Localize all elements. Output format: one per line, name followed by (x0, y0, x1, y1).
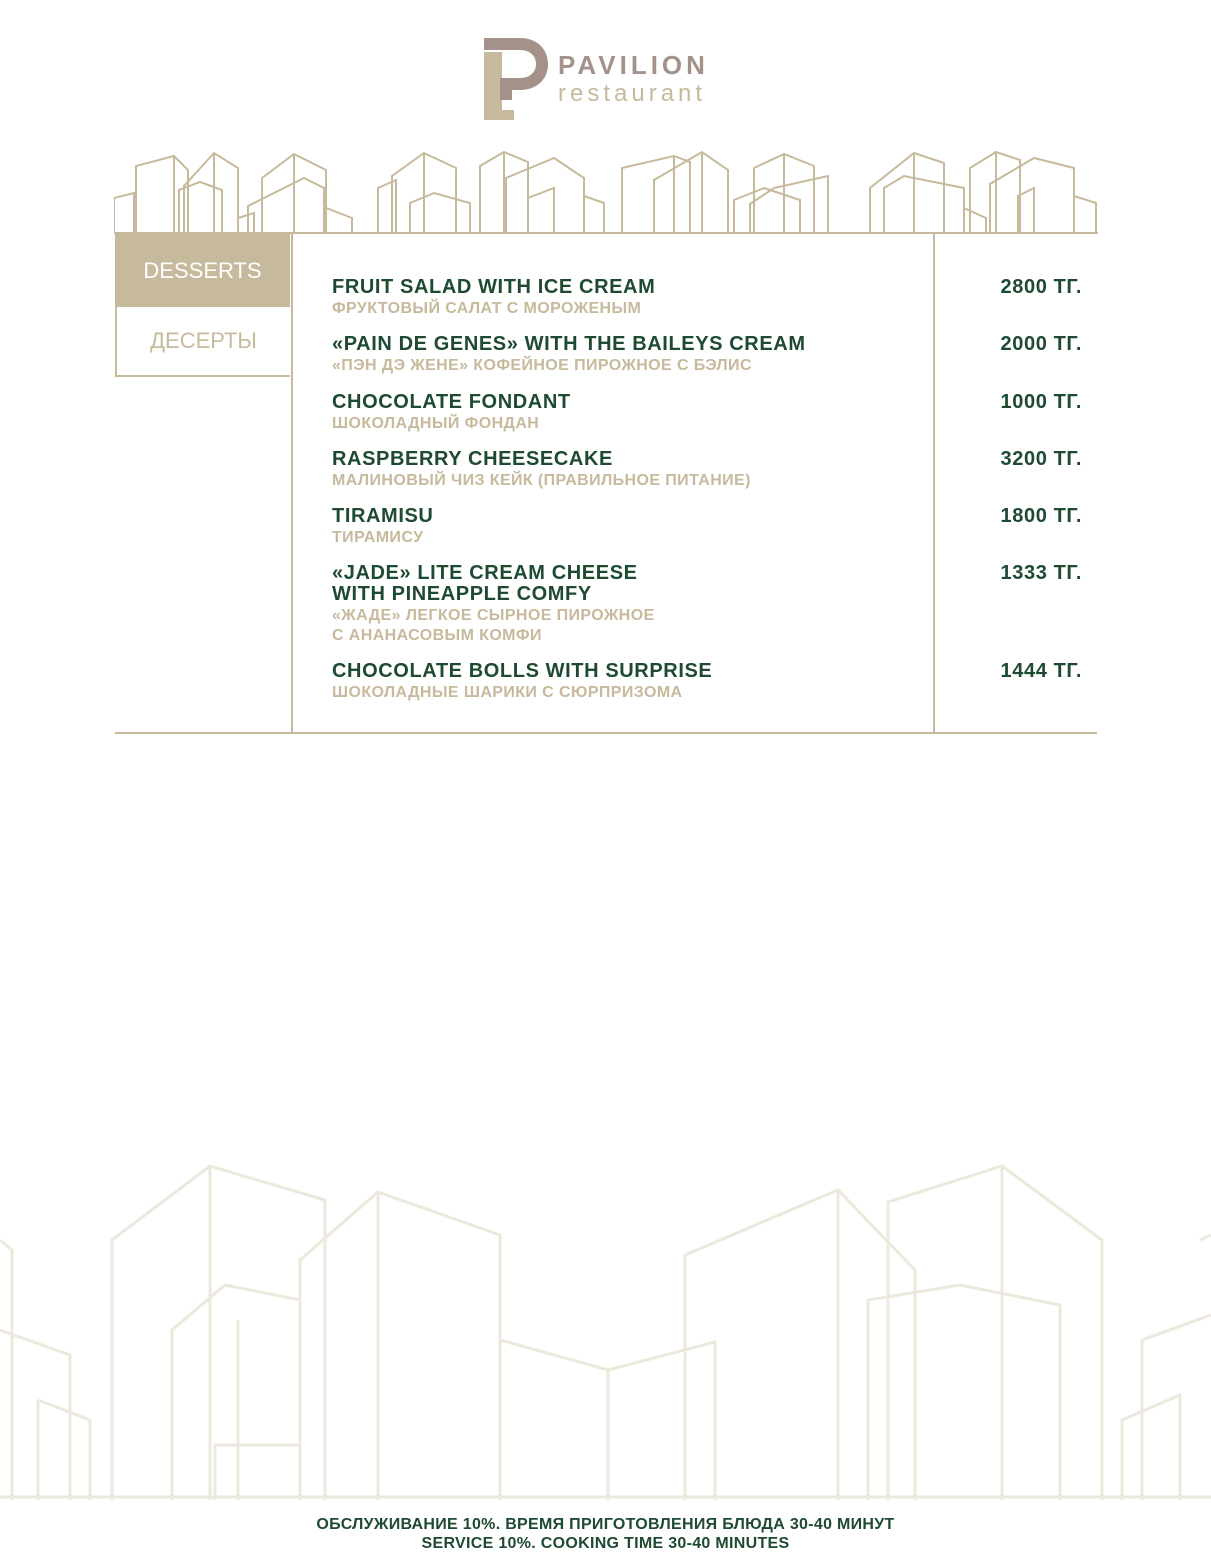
item-name-ru: «ПЭН ДЭ ЖЕНЕ» КОФЕЙНОЕ ПИРОЖНОЕ С БЭЛИС (332, 357, 752, 374)
menu-item (332, 392, 1082, 434)
item-name-ru: ТИРАМИСУ (332, 529, 424, 546)
skyline-background-illustration (0, 1160, 1211, 1500)
menu-item (332, 661, 1082, 703)
item-name-en: «JADE» LITE CREAM CHEESE WITH PINEAPPLE COMFY (332, 562, 638, 605)
restaurant-logo (480, 36, 740, 124)
pavilion-logo-icon (480, 36, 554, 122)
item-name-en: «PAIN DE GENES» WITH THE BAILEYS CREAM (332, 333, 806, 355)
item-name-en: CHOCOLATE FONDANT (332, 391, 571, 413)
item-name-ru: МАЛИНОВЫЙ ЧИЗ КЕЙК (ПРАВИЛЬНОЕ ПИТАНИЕ) (332, 472, 751, 489)
tab-desserts[interactable]: DESSERTS (115, 234, 290, 307)
item-name-en: RASPBERRY CHEESECAKE (332, 448, 613, 470)
menu-item (332, 334, 1082, 376)
item-price: 2800 ТГ. (1000, 276, 1082, 298)
menu-item (332, 506, 1082, 548)
item-price: 1800 ТГ. (1000, 505, 1082, 527)
footer-note-en: SERVICE 10%. COOKING TIME 30-40 MINUTES (421, 1535, 790, 1552)
item-name-ru: ФРУКТОВЫЙ САЛАТ С МОРОЖЕНЫМ (332, 300, 642, 317)
item-price: 1444 ТГ. (1000, 660, 1082, 682)
skyline-header-illustration (114, 148, 1098, 236)
item-price: 3200 ТГ. (1000, 448, 1082, 470)
item-name-ru: ШОКОЛАДНЫЙ ФОНДАН (332, 415, 540, 432)
footer-note-ru: ОБСЛУЖИВАНИЕ 10%. ВРЕМЯ ПРИГОТОВЛЕНИЯ БЛЮДА 30-40 МИНУТ (316, 1516, 895, 1533)
item-name-ru: ШОКОЛАДНЫЕ ШАРИКИ С СЮРПРИЗОМА (332, 684, 683, 701)
item-price: 1000 ТГ. (1000, 391, 1082, 413)
item-name-ru: «ЖАДЕ» ЛЕГКОЕ СЫРНОЕ ПИРОЖНОЕ С АНАНАСОВЫМ КОМФИ (332, 607, 655, 644)
menu-item (332, 277, 1082, 319)
item-price: 2000 ТГ. (1000, 333, 1082, 355)
item-name-en: FRUIT SALAD WITH ICE CREAM (332, 276, 656, 298)
item-name-en: TIRAMISU (332, 505, 434, 527)
menu-item (332, 563, 1082, 646)
brand-subtitle: restaurant (558, 80, 707, 107)
brand-name: PAVILION (558, 50, 709, 80)
item-price: 1333 ТГ. (1000, 562, 1082, 584)
menu-item (332, 449, 1082, 491)
item-name-en: CHOCOLATE BOLLS WITH SURPRISE (332, 660, 713, 682)
tab-deserty[interactable]: ДЕСЕРТЫ (115, 307, 290, 377)
